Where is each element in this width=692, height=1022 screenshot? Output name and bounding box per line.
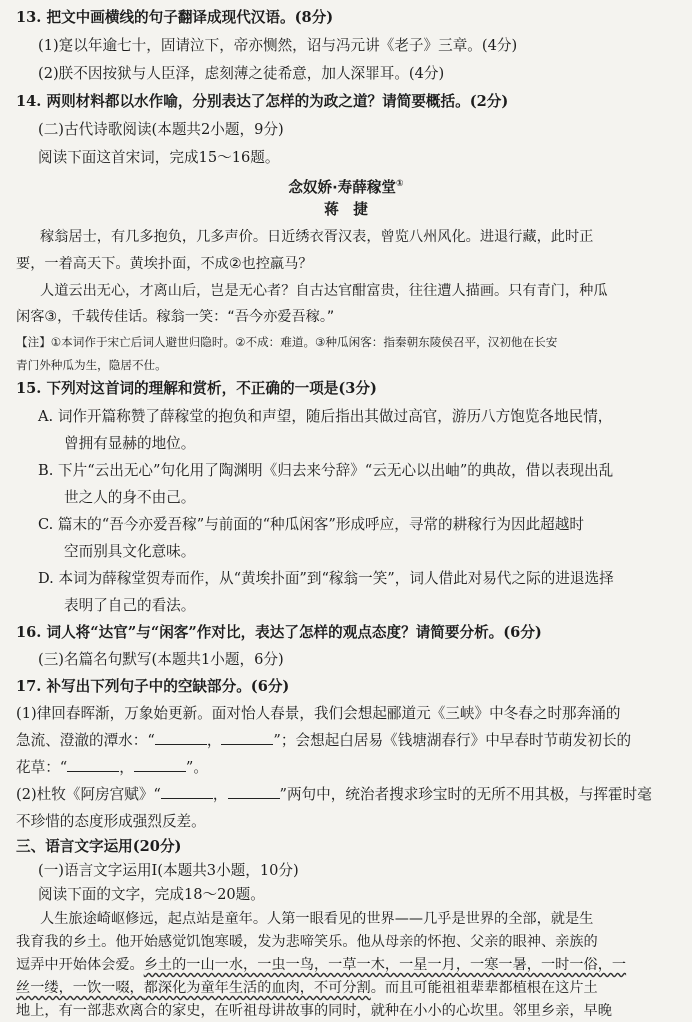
q17-part1-line1: (1)律回春晖渐，万象始更新。面对怡人春景，我们会想起郦道元《三峡》中冬春之时那奔涌的 bbox=[16, 705, 621, 722]
answer-blank-1[interactable] bbox=[155, 730, 207, 745]
poem-note-1: 【注】①本词作于宋亡后词人避世归隐时。②不成：难道。③种瓜闲客：指秦朝东陵侯召平，汉初他在长安 bbox=[16, 335, 558, 349]
answer-blank-5[interactable] bbox=[161, 784, 213, 799]
passage-line-5: 地上，有一部悲欢离合的家史，在听祖母讲故事的同时，就种在小小的心坎里。邻里乡亲，早晚 bbox=[16, 1003, 612, 1019]
poem-line-1: 稼翁居士，有几多抱负，几多声价。日近绣衣胥汉表，曾览八州风化。进退行藏，此时正 bbox=[40, 229, 594, 245]
section3-intro: 阅读下面的文字，完成18～20题。 bbox=[38, 886, 265, 903]
q15-option-b-line1: B. 下片“云出无心”句化用了陶渊明《归去来兮辞》“云无心以出岫”的典故，借以表现出乱 bbox=[38, 462, 614, 479]
q17-part1-text-c: 花草：“ bbox=[16, 759, 68, 776]
q17-part2-text-b: ”两句中，统治者搜求珍宝时的无所不用其极，与挥霍时毫 bbox=[279, 786, 652, 803]
poem-title-text: 念奴娇·寿薛稼堂 bbox=[288, 178, 397, 196]
q17-part1-text-a: 急流、澄澈的潭水：“ bbox=[16, 732, 155, 749]
q17-part2-line2: 不珍惜的态度形成强烈反差。 bbox=[16, 813, 206, 830]
answer-blank-6[interactable] bbox=[228, 784, 280, 799]
poem-line-3: 人道云出无心，才离山后，岂是无心者？自古达官酣富贵，往往遭人描画。只有青门，种瓜 bbox=[40, 283, 608, 299]
poem-note-2: 青门外种瓜为生，隐居不仕。 bbox=[16, 358, 167, 372]
passage-wavy-underline-3: 都深化为童年生活的血肉，不可分割 bbox=[143, 980, 371, 996]
passage-line-4 bbox=[16, 977, 680, 999]
q15-option-c-line2: 空而别具文化意味。 bbox=[64, 543, 196, 560]
q17-title: 17. 补写出下列句子中的空缺部分。(6分) bbox=[16, 678, 290, 695]
q16-title: 16. 词人将“达官”与“闲客”作对比，表达了怎样的观点态度？请简要分析。(6分) bbox=[16, 624, 542, 641]
q17-part1-text-b: ”；会想起白居易《钱塘湖春行》中早春时节萌发初长的 bbox=[273, 732, 632, 749]
passage-line-3-plain: 逗弄中开始体会爱。 bbox=[16, 957, 144, 973]
q15-option-d-line1: D. 本词为薛稼堂贺寿而作，从“黄埃扑面”到“稼翁一笑”，词人借此对易代之际的进退选择 bbox=[38, 570, 614, 587]
passage-line-2: 我育我的乡土。他开始感觉饥饱寒暖，发为悲啼笑乐。他从母亲的怀抱、父亲的眼神、亲族的 bbox=[16, 934, 598, 950]
poem-line-2: 要，一着高天下。黄埃扑面，不成②也控羸马？ bbox=[16, 256, 313, 272]
dictation-section-heading: (三)名篇名句默写(本题共1小题，6分) bbox=[38, 651, 284, 668]
poem-line-4: 闲客③，千载传佳话。稼翁一笑：“吾今亦爱吾稼。” bbox=[16, 309, 335, 325]
poem-author: 蒋 捷 bbox=[324, 201, 368, 218]
section3-subheading: (一)语言文字运用Ⅰ(本题共3小题，10分) bbox=[38, 862, 299, 879]
q17-part1-line3 bbox=[16, 757, 680, 779]
q17-part1-sep-a: ， bbox=[206, 732, 222, 749]
passage-wavy-underline-1: 乡土的一山一水，一虫一鸟，一草一木，一星一月，一寒一暑，一时一俗，一 bbox=[143, 957, 627, 973]
answer-blank-4[interactable] bbox=[134, 757, 186, 772]
q15-title: 15. 下列对这首词的理解和赏析，不正确的一项是(3分) bbox=[16, 380, 377, 397]
passage-line-1: 人生旅途崎岖修远，起点站是童年。人第一眼看见的世界——几乎是世界的全部，就是生 bbox=[40, 911, 594, 927]
passage-wavy-underline-2: 丝一缕，一饮一啜， bbox=[16, 980, 144, 996]
q15-option-b-line2: 世之人的身不由己。 bbox=[64, 489, 196, 506]
q17-part1-sep-b: ， bbox=[119, 759, 134, 776]
answer-blank-3[interactable] bbox=[67, 757, 119, 772]
q14-title: 14. 两则材料都以水作喻，分别表达了怎样的为政之道？请简要概括。(2分) bbox=[16, 93, 509, 110]
q17-part1-text-d: ”。 bbox=[185, 759, 208, 776]
q13-sentence-2: (2)朕不因按狱与人臣泽，虑刻薄之徒希意，加人深罪耳。(4分) bbox=[38, 65, 445, 82]
poem-title bbox=[0, 173, 692, 199]
q13-sentence-1: (1)寔以年逾七十，固请泣下，帝亦恻然，诏与冯元讲《老子》三章。(4分) bbox=[38, 37, 518, 54]
poem-title-footnote-mark: ① bbox=[396, 179, 404, 189]
q15-option-a-line2: 曾拥有显赫的地位。 bbox=[64, 435, 196, 452]
q17-part2-text-a: (2)杜牧《阿房宫赋》“ bbox=[16, 786, 161, 803]
q17-part1-line2 bbox=[16, 730, 680, 752]
q13-title: 13. 把文中画横线的句子翻译成现代汉语。(8分) bbox=[16, 9, 334, 26]
passage-line-3 bbox=[16, 954, 680, 976]
passage-line-4-plain: 。而且可能祖祖辈辈都植根在这片土 bbox=[370, 980, 598, 996]
poem-section-intro: 阅读下面这首宋词，完成15～16题。 bbox=[38, 149, 280, 166]
q15-option-c-line1: C. 篇末的“吾今亦爱吾稼”与前面的“种瓜闲客”形成呼应，寻常的耕稼行为因此超越时 bbox=[38, 516, 584, 533]
q15-option-a-line1: A. 词作开篇称赞了薛稼堂的抱负和声望，随后指出其做过高官，游历八方饱览各地民情， bbox=[38, 408, 613, 425]
answer-blank-2[interactable] bbox=[221, 730, 273, 745]
q17-part2-sep: ， bbox=[212, 786, 228, 803]
q15-option-d-line2: 表明了自己的看法。 bbox=[64, 597, 196, 614]
poem-section-heading: (二)古代诗歌阅读(本题共2小题，9分) bbox=[38, 121, 284, 138]
q17-part2-line1 bbox=[16, 784, 680, 806]
section3-heading: 三、语言文字运用(20分) bbox=[16, 838, 182, 855]
